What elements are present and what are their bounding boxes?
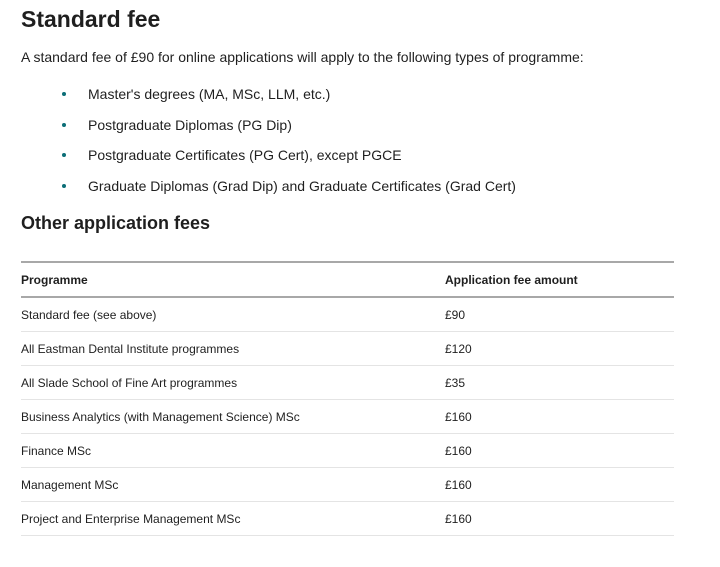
column-header-programme: Programme [21, 262, 445, 297]
programme-cell: Standard fee (see above) [21, 297, 445, 332]
programme-cell: Finance MSc [21, 434, 445, 468]
fee-cell: £90 [445, 297, 674, 332]
list-item [62, 146, 516, 177]
fee-cell: £35 [445, 366, 674, 400]
fee-cell: £160 [445, 400, 674, 434]
list-item-text: Postgraduate Diplomas (PG Dip) [88, 116, 292, 133]
list-item-text: Graduate Diplomas (Grad Dip) and Graduate Certificates (Grad Cert) [88, 177, 516, 194]
table-row [21, 400, 674, 434]
table-row [21, 297, 674, 332]
fee-cell: £160 [445, 468, 674, 502]
programme-cell: All Slade School of Fine Art programmes [21, 366, 445, 400]
table-row [21, 468, 674, 502]
fee-cell: £160 [445, 502, 674, 536]
fees-table [21, 261, 674, 536]
table-header-row [21, 262, 674, 297]
programme-type-list [62, 85, 516, 207]
bullet-icon [62, 123, 66, 127]
table-row [21, 434, 674, 468]
table-row [21, 366, 674, 400]
list-item-text: Master's degrees (MA, MSc, LLM, etc.) [88, 86, 331, 102]
bullet-icon [62, 153, 66, 157]
list-item-text: Postgraduate Certificates (PG Cert), except PGCE [88, 147, 402, 163]
bullet-icon [62, 92, 66, 96]
programme-cell: Management MSc [21, 468, 445, 502]
bullet-icon [62, 184, 66, 188]
fee-cell: £160 [445, 434, 674, 468]
list-item [62, 85, 516, 116]
table-row [21, 502, 674, 536]
page-title: Standard fee [21, 6, 161, 32]
fee-cell: £120 [445, 332, 674, 366]
table-row [21, 332, 674, 366]
programme-cell: Project and Enterprise Management MSc [21, 502, 445, 536]
list-item [62, 177, 516, 208]
section-heading: Other application fees [21, 213, 211, 233]
column-header-fee: Application fee amount [445, 262, 674, 297]
programme-cell: All Eastman Dental Institute programmes [21, 332, 445, 366]
list-item [62, 116, 516, 147]
intro-paragraph: A standard fee of £90 for online applications will apply to the following types of programme: [21, 49, 584, 65]
programme-cell: Business Analytics (with Management Science) MSc [21, 400, 445, 434]
